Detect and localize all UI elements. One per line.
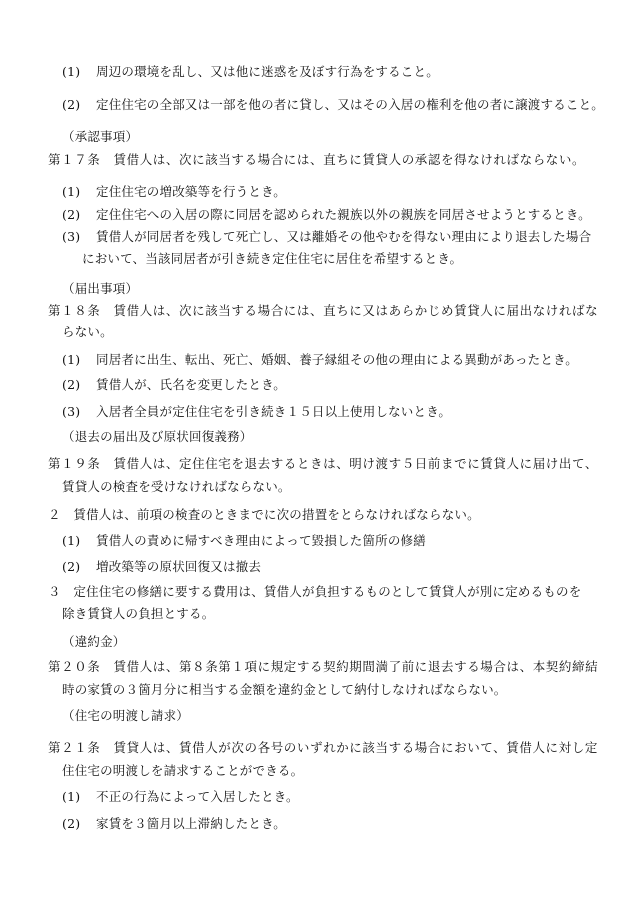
article-text: 第１７条 賃借人は、次に該当する場合には、直ちに賃貸人の承認を得なければならない。 bbox=[48, 152, 586, 167]
continuation-text: 除き賃貸人の負担とする。 bbox=[62, 606, 215, 621]
item-number: (2) bbox=[62, 97, 81, 112]
item-number: (1) bbox=[62, 64, 81, 79]
item-number: (2) bbox=[62, 207, 81, 222]
continuation-text: 住住宅の明渡しを請求することができる。 bbox=[62, 763, 304, 778]
item-text: 増改築等の原状回復又は撤去 bbox=[96, 559, 262, 574]
list-item bbox=[62, 97, 604, 113]
section-heading: （届出事項） bbox=[62, 281, 139, 296]
section-heading: （承認事項） bbox=[62, 129, 139, 144]
list-item bbox=[62, 377, 286, 393]
item-number: (2) bbox=[62, 377, 81, 392]
item-text: 周辺の環境を乱し、又は他に迷惑を及ぼす行為をすること。 bbox=[96, 64, 439, 79]
item-number: (3) bbox=[62, 404, 81, 419]
continuation-text: 賃貸人の検査を受けなければならない。 bbox=[62, 479, 291, 494]
list-item bbox=[62, 352, 578, 368]
item-text: 定住住宅の増改築等を行うとき。 bbox=[96, 184, 287, 199]
article-text: 第２０条 賃借人は、第８条第１項に規定する契約期間満了前に退去する場合は、本契約締結 bbox=[48, 659, 599, 674]
list-item bbox=[62, 533, 426, 549]
paragraph-text: ３ 定住住宅の修繕に要する費用は、賃借人が負担するものとして賃貸人が別に定めるものを bbox=[48, 584, 582, 599]
continuation-text: らない。 bbox=[62, 324, 113, 339]
list-item bbox=[62, 816, 286, 832]
item-text: 不正の行為によって入居したとき。 bbox=[96, 789, 299, 804]
item-text: 定住住宅への入居の際に同居を認められた親族以外の親族を同居させようとするとき。 bbox=[96, 207, 591, 222]
item-number: (1) bbox=[62, 533, 81, 548]
article-text: 第１８条 賃借人は、次に該当する場合には、直ちに又はあらかじめ賃貸人に届出なければな bbox=[48, 303, 599, 318]
article-text: 第２１条 賃貸人は、賃借人が次の各号のいずれかに該当する場合において、賃借人に対し定 bbox=[48, 740, 598, 755]
item-number: (3) bbox=[62, 229, 81, 244]
section-heading: （退去の届出及び原状回復義務） bbox=[62, 429, 253, 444]
item-text: 賃借人の責めに帰すべき理由によって毀損した箇所の修繕 bbox=[96, 533, 426, 548]
list-item bbox=[62, 64, 439, 80]
article-text: 第１９条 賃借人は、定住住宅を退去するときは、明け渡す５日前までに賃貸人に届け出て、 bbox=[48, 456, 598, 471]
item-text: 定住住宅の全部又は一部を他の者に貸し、又はその入居の権利を他の者に譲渡すること。 bbox=[96, 97, 605, 112]
item-text: 入居者全員が定住住宅を引き続き１５日以上使用しないとき。 bbox=[96, 404, 452, 419]
list-item bbox=[62, 207, 591, 223]
list-item bbox=[62, 229, 591, 245]
item-number: (2) bbox=[62, 816, 81, 831]
item-text: 賃借人が同居者を残して死亡し、又は離婚その他やむを得ない理由により退去した場合 bbox=[96, 229, 592, 244]
list-item bbox=[62, 404, 451, 420]
list-item bbox=[62, 789, 299, 805]
item-text: 賃借人が、氏名を変更したとき。 bbox=[96, 377, 287, 392]
list-item bbox=[62, 559, 261, 575]
paragraph-text: ２ 賃借人は、前項の検査のときまでに次の措置をとらなければならない。 bbox=[48, 507, 480, 522]
section-heading: （違約金） bbox=[62, 634, 126, 649]
section-heading: （住宅の明渡し請求） bbox=[62, 708, 190, 723]
item-number: (1) bbox=[62, 184, 81, 199]
item-number: (2) bbox=[62, 559, 81, 574]
list-item bbox=[62, 184, 286, 200]
item-number: (1) bbox=[62, 352, 81, 367]
continuation-text: において、当該同居者が引き続き定住住宅に居住を希望するとき。 bbox=[82, 251, 463, 266]
item-text: 家賃を３箇月以上滞納したとき。 bbox=[96, 816, 287, 831]
item-text: 同居者に出生、転出、死亡、婚姻、養子縁組その他の理由による異動があったとき。 bbox=[96, 352, 578, 367]
item-number: (1) bbox=[62, 789, 81, 804]
continuation-text: 時の家賃の３箇月分に相当する金額を違約金として納付しなければならない。 bbox=[62, 682, 507, 697]
